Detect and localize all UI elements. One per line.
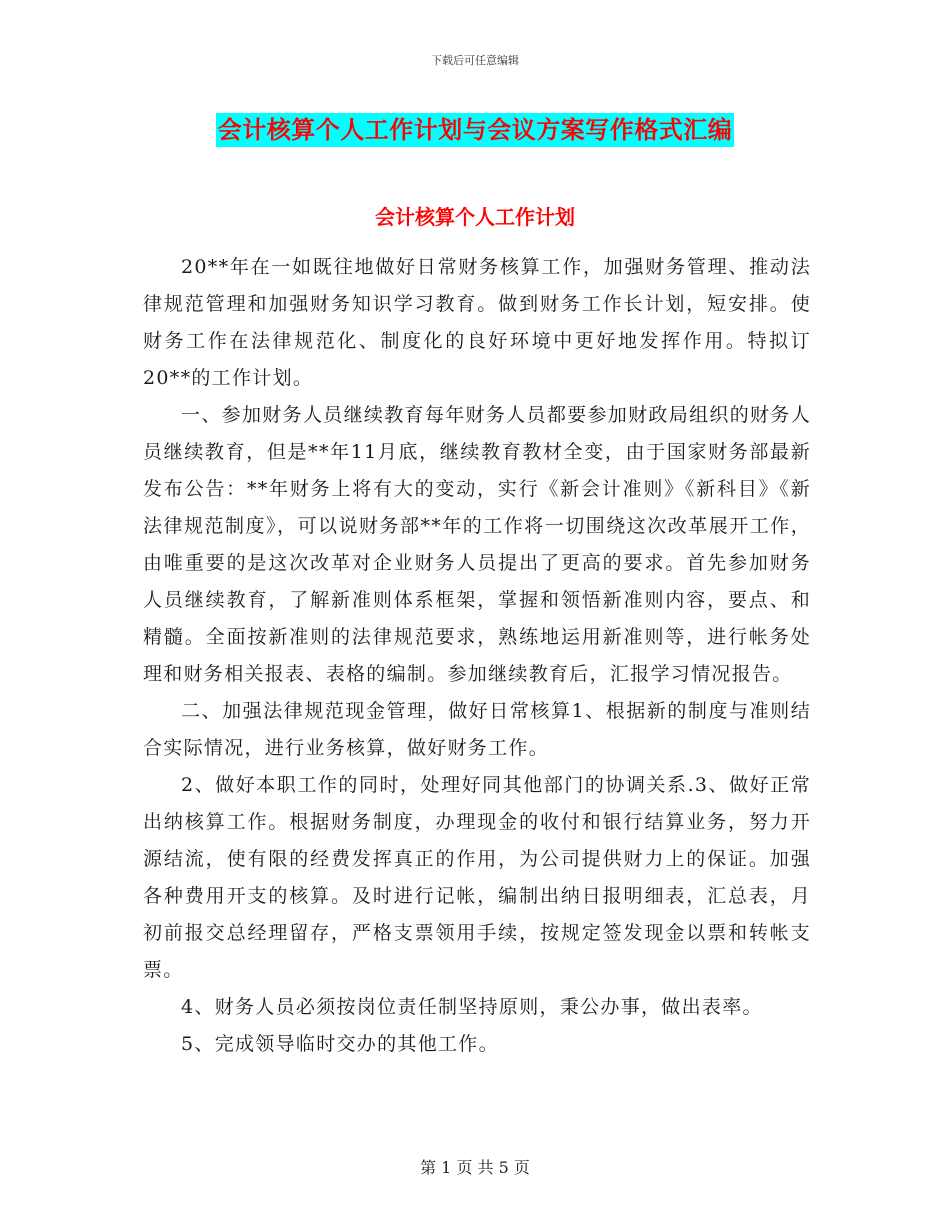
page-number: 第 1 页 共 5 页 [420,1158,530,1177]
document-body [143,249,811,1063]
paragraph-cashier-work: 2、做好本职工作的同时，处理好同其他部门的协调关系.3、做好正常出纳核算工作。根据财务制度，办理现金的收付和银行结算业务，努力开源结流，使有限的经费发挥真正的作用，为公司提供财力上的保证。加强各种费用开支的核算。及时进行记帐，编制出纳日报明细表，汇总表，月初前报交总经理留存，严格支票领用手续，按规定签发现金以票和转帐支票。 [143,774,811,981]
section-title: 会计核算个人工作计划 [375,205,575,229]
paragraph-other-tasks: 5、完成领导临时交办的其他工作。 [181,1033,499,1055]
main-title-container [0,113,950,147]
paragraph-continuing-education: 一、参加财务人员继续教育每年财务人员都要参加财政局组织的财务人员继续教育，但是**年11月底，继续教育教材全变，由于国家财务部最新发布公告：**年财务上将有大的变动，实行《新会计准则》《新科目》《新法律规范制度》，可以说财务部**年的工作将一切围绕这次改革展开工作，由唯重要的是这次改革对企业财务人员提出了更高的要求。首先参加财务人员继续教育，了解新准则体系框架，掌握和领悟新准则内容，要点、和精髓。全面按新准则的法律规范要求，熟练地运用新准则等，进行帐务处理和财务相关报表、表格的编制。参加继续教育后，汇报学习情况报告。 [143,404,811,685]
page-header-note: 下载后可任意编辑 [431,54,519,67]
paragraph-cash-management: 二、加强法律规范现金管理，做好日常核算1、根据新的制度与准则结合实际情况，进行业务核算，做好财务工作。 [143,700,811,759]
paragraph-staff-principles: 4、财务人员必须按岗位责任制坚持原则，秉公办事，做出表率。 [181,996,763,1018]
main-title: 会计核算个人工作计划与会议方案写作格式汇编 [216,113,735,147]
paragraph-intro: 20**年在一如既往地做好日常财务核算工作，加强财务管理、推动法律规范管理和加强财务知识学习教育。做到财务工作长计划，短安排。使财务工作在法律规范化、制度化的良好环境中更好地发挥作用。特拟订20**的工作计划。 [143,256,811,389]
